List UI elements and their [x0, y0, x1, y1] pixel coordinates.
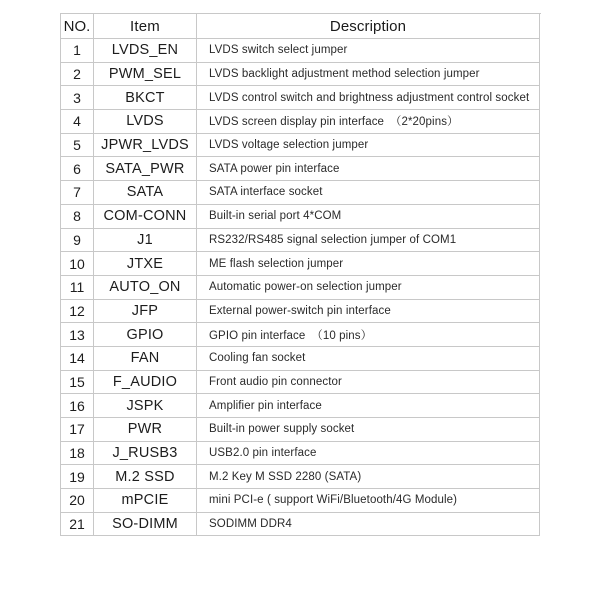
- description-cell: RS232/RS485 signal selection jumper of COM1: [197, 229, 540, 253]
- row-number-cell: 1: [61, 39, 94, 63]
- description-cell: ME flash selection jumper: [197, 252, 540, 276]
- table-row: [61, 323, 541, 347]
- table-row: [61, 347, 541, 371]
- item-cell: JPWR_LVDS: [94, 134, 197, 158]
- description-cell: GPIO pin interface （10 pins）: [197, 323, 540, 347]
- item-cell: PWM_SEL: [94, 63, 197, 87]
- table-body: [61, 39, 541, 536]
- table-row: [61, 229, 541, 253]
- row-number-cell: 5: [61, 134, 94, 158]
- item-cell: SATA: [94, 181, 197, 205]
- row-number-cell: 8: [61, 205, 94, 229]
- table-row: [61, 205, 541, 229]
- column-header-item: Item: [94, 14, 197, 39]
- description-cell: LVDS backlight adjustment method selection jumper: [197, 63, 540, 87]
- table-row: [61, 276, 541, 300]
- description-cell: Cooling fan socket: [197, 347, 540, 371]
- description-cell: External power-switch pin interface: [197, 300, 540, 324]
- item-cell: J_RUSB3: [94, 442, 197, 466]
- item-cell: AUTO_ON: [94, 276, 197, 300]
- item-cell: FAN: [94, 347, 197, 371]
- table-header-row: [61, 14, 541, 39]
- description-cell: SATA power pin interface: [197, 157, 540, 181]
- item-cell: COM-CONN: [94, 205, 197, 229]
- row-number-cell: 9: [61, 229, 94, 253]
- row-number-cell: 3: [61, 86, 94, 110]
- table-row: [61, 39, 541, 63]
- table-row: [61, 110, 541, 134]
- item-cell: BKCT: [94, 86, 197, 110]
- description-cell: LVDS screen display pin interface （2*20pins）: [197, 110, 540, 134]
- table-row: [61, 157, 541, 181]
- table-row: [61, 63, 541, 87]
- row-number-cell: 18: [61, 442, 94, 466]
- column-header-description: Description: [197, 14, 540, 39]
- table-row: [61, 465, 541, 489]
- row-number-cell: 11: [61, 276, 94, 300]
- row-number-cell: 4: [61, 110, 94, 134]
- description-cell: LVDS control switch and brightness adjustment control socket: [197, 86, 540, 110]
- item-cell: LVDS: [94, 110, 197, 134]
- row-number-cell: 15: [61, 371, 94, 395]
- row-number-cell: 2: [61, 63, 94, 87]
- description-cell: Front audio pin connector: [197, 371, 540, 395]
- table-row: [61, 181, 541, 205]
- description-cell: Amplifier pin interface: [197, 394, 540, 418]
- item-cell: JTXE: [94, 252, 197, 276]
- table-row: [61, 134, 541, 158]
- hardware-spec-table: [60, 13, 541, 536]
- description-cell: SATA interface socket: [197, 181, 540, 205]
- row-number-cell: 13: [61, 323, 94, 347]
- table-row: [61, 300, 541, 324]
- item-cell: LVDS_EN: [94, 39, 197, 63]
- row-number-cell: 16: [61, 394, 94, 418]
- row-number-cell: 12: [61, 300, 94, 324]
- item-cell: J1: [94, 229, 197, 253]
- table-row: [61, 252, 541, 276]
- table-row: [61, 371, 541, 395]
- row-number-cell: 6: [61, 157, 94, 181]
- description-cell: Automatic power-on selection jumper: [197, 276, 540, 300]
- item-cell: M.2 SSD: [94, 465, 197, 489]
- item-cell: F_AUDIO: [94, 371, 197, 395]
- item-cell: JSPK: [94, 394, 197, 418]
- item-cell: SO-DIMM: [94, 513, 197, 537]
- item-cell: mPCIE: [94, 489, 197, 513]
- table-row: [61, 394, 541, 418]
- description-cell: SODIMM DDR4: [197, 513, 540, 537]
- description-cell: mini PCI-e ( support WiFi/Bluetooth/4G Module): [197, 489, 540, 513]
- description-cell: Built-in serial port 4*COM: [197, 205, 540, 229]
- description-cell: LVDS switch select jumper: [197, 39, 540, 63]
- column-header-no: NO.: [61, 14, 94, 39]
- row-number-cell: 7: [61, 181, 94, 205]
- table-row: [61, 418, 541, 442]
- row-number-cell: 17: [61, 418, 94, 442]
- item-cell: PWR: [94, 418, 197, 442]
- description-cell: M.2 Key M SSD 2280 (SATA): [197, 465, 540, 489]
- row-number-cell: 20: [61, 489, 94, 513]
- row-number-cell: 10: [61, 252, 94, 276]
- item-cell: GPIO: [94, 323, 197, 347]
- table-row: [61, 442, 541, 466]
- table-row: [61, 513, 541, 537]
- table-row: [61, 86, 541, 110]
- table-row: [61, 489, 541, 513]
- row-number-cell: 21: [61, 513, 94, 537]
- description-cell: LVDS voltage selection jumper: [197, 134, 540, 158]
- item-cell: JFP: [94, 300, 197, 324]
- item-cell: SATA_PWR: [94, 157, 197, 181]
- row-number-cell: 19: [61, 465, 94, 489]
- description-cell: Built-in power supply socket: [197, 418, 540, 442]
- row-number-cell: 14: [61, 347, 94, 371]
- description-cell: USB2.0 pin interface: [197, 442, 540, 466]
